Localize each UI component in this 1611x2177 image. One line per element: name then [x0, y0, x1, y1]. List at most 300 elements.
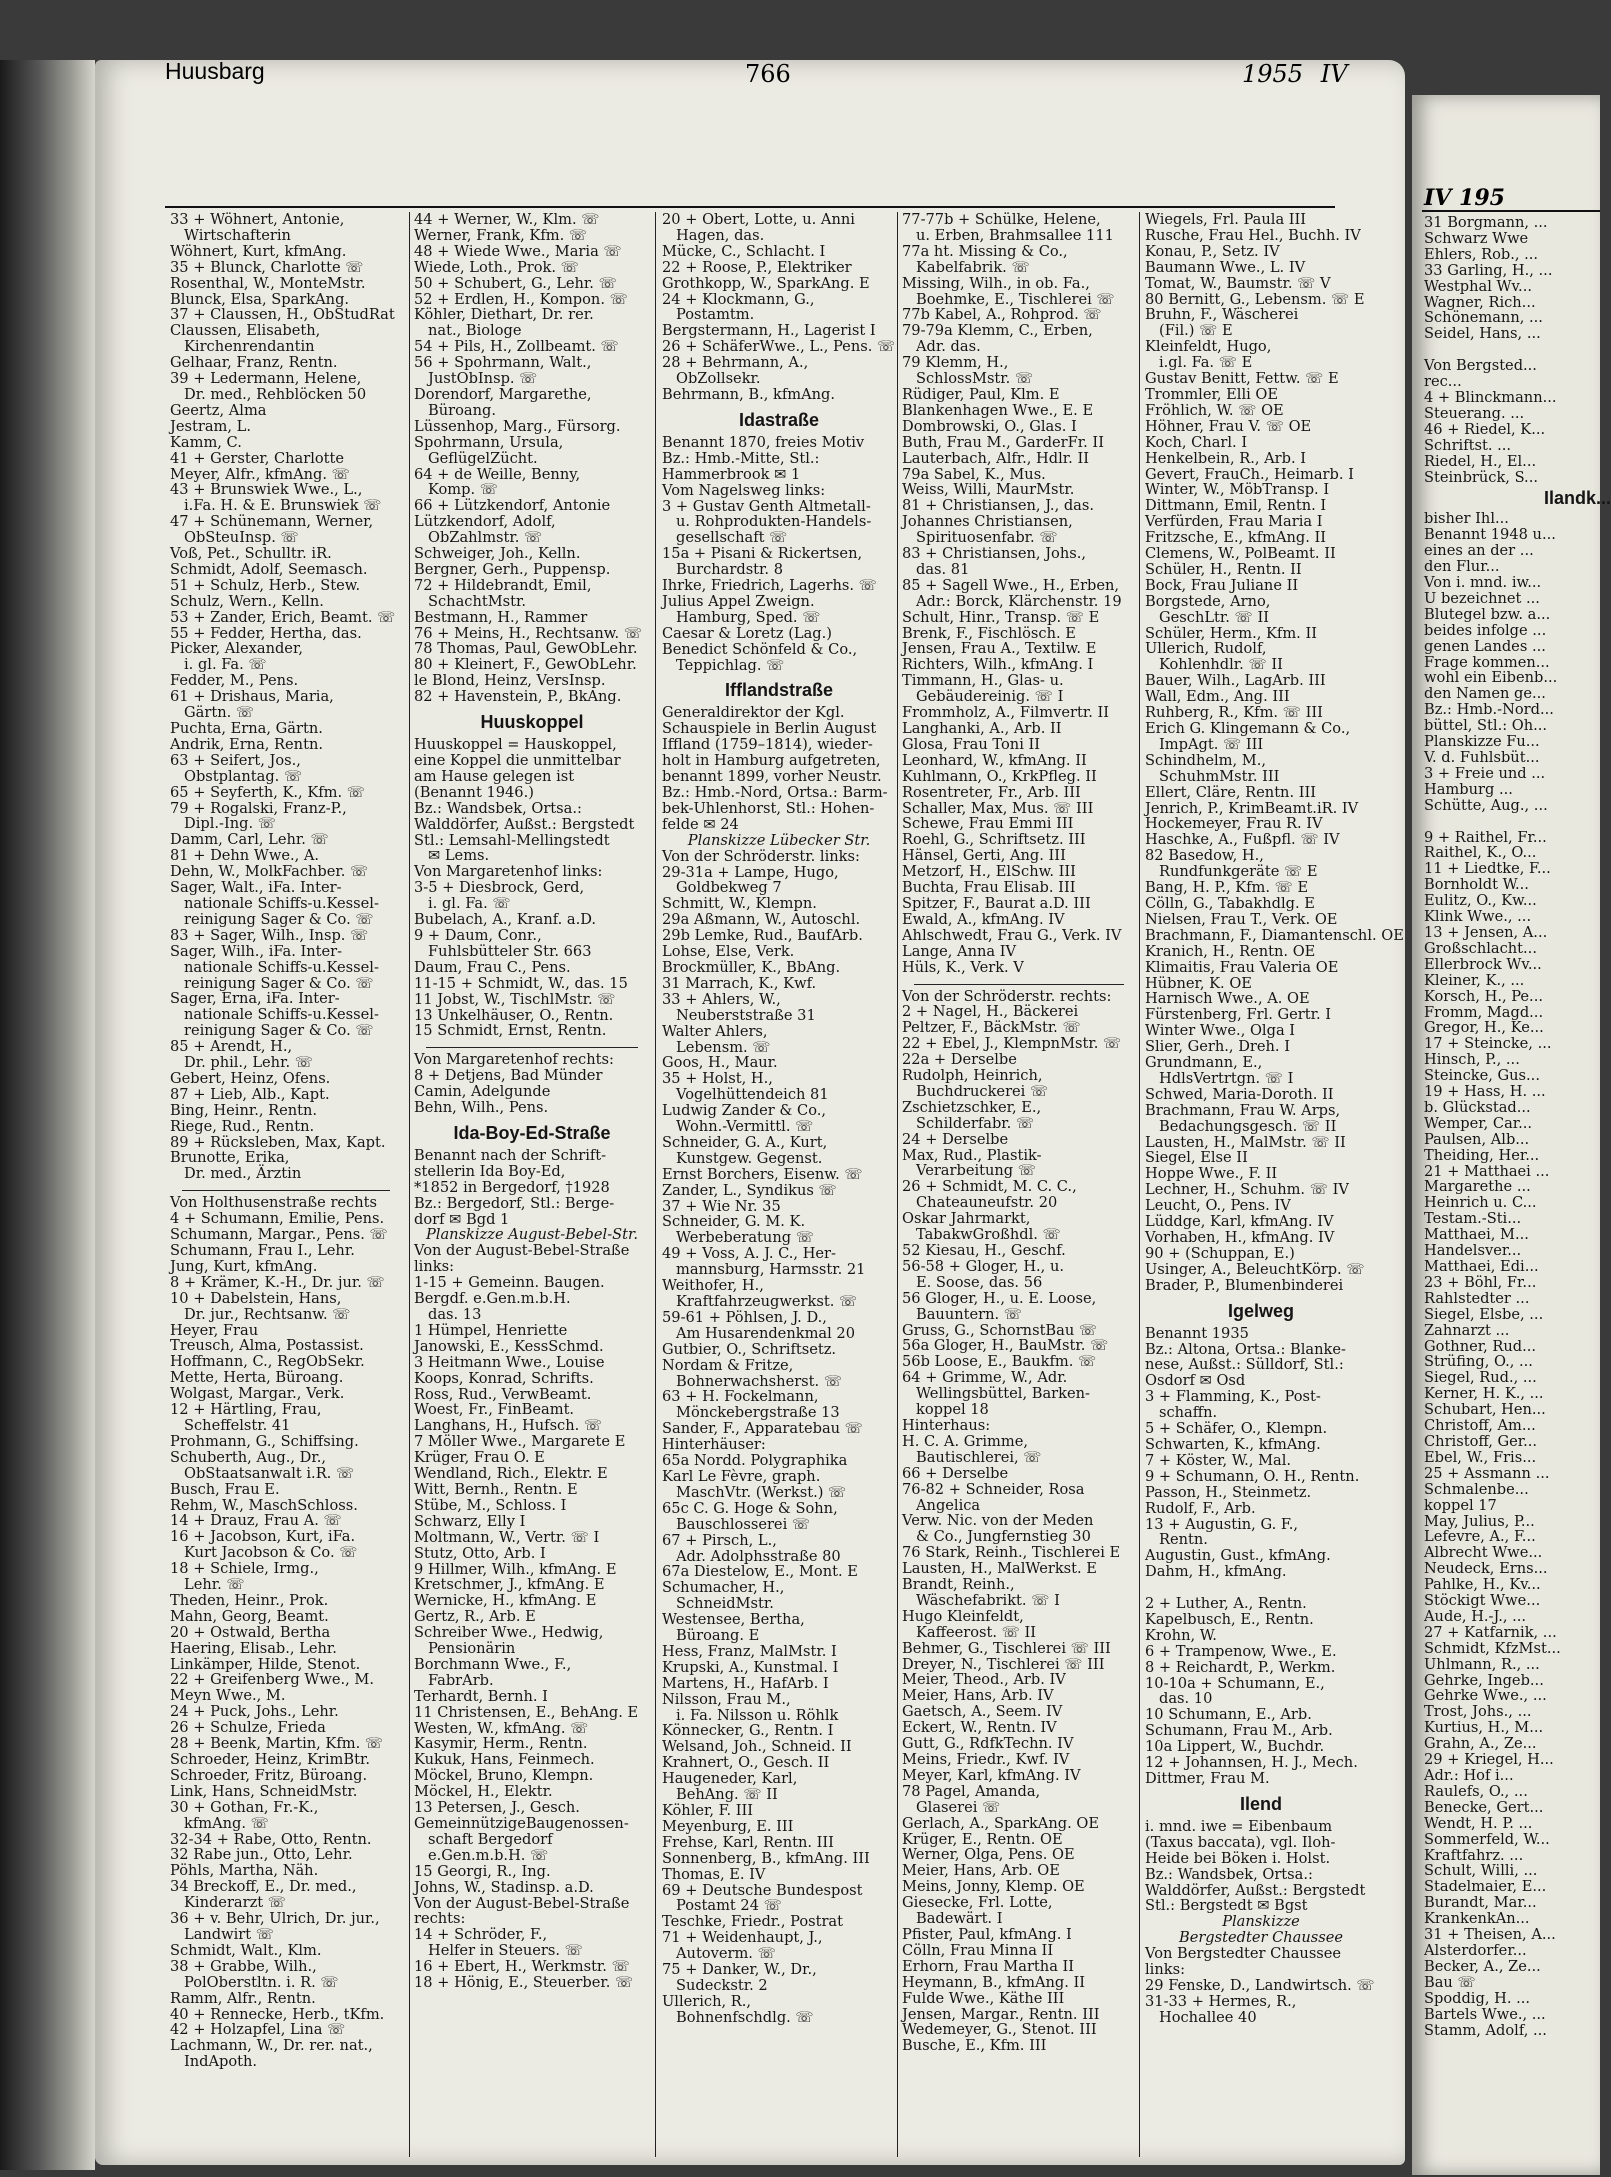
column-separator — [409, 212, 410, 2157]
street-heading: Huuskoppel — [480, 712, 584, 733]
directory-entry: Wirtschafterin — [184, 226, 291, 244]
directory-entry: Siegel, Rud., ... — [1424, 1369, 1537, 1387]
directory-entry: Behmer, G., Tischlerei ☏ III — [902, 1639, 1111, 1657]
directory-entry: Wedemeyer, G., Stenot. III — [902, 2021, 1097, 2039]
directory-entry: 47 + Schünemann, Werner, — [170, 513, 374, 531]
year: 1955 — [1242, 60, 1304, 88]
directory-entry: Hübner, K. OE — [1145, 974, 1252, 992]
directory-entry: Siegel, Else II — [1145, 1149, 1248, 1167]
directory-entry: i. Fa. Nilsson u. Röhlk — [676, 1706, 839, 1724]
directory-entry: Dittmer, Frau M. — [1145, 1770, 1270, 1787]
directory-entry: 32 Rabe jun., Otto, Lehr. — [170, 1846, 353, 1864]
directory-entry: Busch, Frau E. — [170, 1480, 280, 1498]
directory-entry: 2 + Nagel, H., Bäckerei — [902, 1003, 1079, 1021]
directory-entry: Kraftfahrz. ... — [1424, 1846, 1524, 1864]
directory-entry: 65 + Seyferth, K., Kfm. ☏ — [170, 783, 365, 801]
directory-entry: Thomas, E. IV — [662, 1865, 766, 1883]
directory-entry: Fritzsche, E., kfmAng. II — [1145, 529, 1327, 547]
directory-entry: Voß, Pet., Schulltr. iR. — [170, 545, 332, 563]
directory-entry: i.Fa. H. & E. Brunswiek ☏ — [184, 497, 382, 515]
directory-entry: 37 + Claussen, H., ObStudRat — [170, 306, 395, 324]
directory-entry: Bock, Frau Juliane II — [1145, 576, 1299, 594]
directory-entry: bisher Ihl... — [1424, 510, 1509, 528]
directory-entry: Woest, Fr., FinBeamt. — [414, 1401, 575, 1419]
directory-entry: 10a Lippert, W., Buchdr. — [1145, 1738, 1325, 1756]
directory-entry: Schütte, Aug., ... — [1424, 796, 1548, 814]
directory-entry: Fedder, M., Pens. — [170, 672, 299, 690]
directory-entry: Jenrich, P., KrimBeamt.iR. IV — [1145, 799, 1359, 817]
directory-entry: Bz.: Altona, Ortsa.: Blanke- — [1145, 1340, 1346, 1358]
directory-entry: Rehm, W., MaschSchloss. — [170, 1496, 358, 1514]
directory-entry: 67 + Pirsch, L., — [662, 1531, 777, 1549]
directory-entry: Grothkopp, W., SparkAng. E — [662, 274, 870, 292]
directory-entry: 29a Aßmann, W., Autoschl. — [662, 911, 861, 929]
directory-entry: Haschke, A., Fußpfl. ☏ IV — [1145, 831, 1340, 849]
directory-entry: 55 + Fedder, Hertha, das. — [170, 624, 362, 642]
directory-entry: Dahm, H., kfmAng. — [1145, 1563, 1287, 1581]
directory-entry: Bang, H. P., Kfm. ☏ E — [1145, 879, 1309, 897]
directory-entry: Schumann, Frau M., Arb. — [1145, 1722, 1333, 1740]
directory-entry: Zschietzschker, E., — [902, 1098, 1042, 1116]
directory-entry: Wiede, Loth., Prok. ☏ — [414, 258, 579, 276]
directory-entry: 43 + Brunswiek Wwe., L., — [170, 481, 363, 499]
column-2 — [414, 212, 650, 2157]
directory-entry: 22a + Derselbe — [902, 1051, 1017, 1069]
directory-entry: 21 + Matthaei ... — [1424, 1162, 1550, 1180]
directory-entry: U bezeichnet ... — [1424, 589, 1540, 607]
directory-entry: 13 Petersen, J., Gesch. — [414, 1799, 580, 1817]
directory-entry: Kohlenhdlr. ☏ II — [1159, 656, 1283, 674]
directory-entry: Schaller, Max, Mus. ☏ III — [902, 799, 1094, 817]
directory-entry: Giesecke, Frl. Lotte, — [902, 1894, 1053, 1912]
directory-entry: 79 + Rogalski, Franz-P., — [170, 799, 347, 817]
directory-entry: Kinderarzt ☏ — [184, 1894, 287, 1912]
directory-entry: Goldbekweg 7 — [676, 879, 782, 897]
directory-entry: Fromm, Magd... — [1424, 1003, 1544, 1021]
directory-entry: am Hause gelegen ist — [414, 767, 575, 785]
directory-entry: 48 + Wiede Wwe., Maria ☏ — [414, 242, 622, 260]
directory-entry: IndApoth. — [184, 2053, 258, 2071]
directory-entry: 28 + Beenk, Martin, Kfm. ☏ — [170, 1735, 384, 1753]
directory-entry: rechts: — [414, 1910, 466, 1928]
directory-entry: Buth, Frau M., GarderFr. II — [902, 433, 1104, 451]
directory-entry: Aude, H.-J., ... — [1424, 1607, 1527, 1625]
directory-entry: Fröhlich, W. ☏ OE — [1145, 401, 1284, 419]
directory-entry: Christoff, Ger... — [1424, 1432, 1538, 1450]
directory-entry: Oskar Jahrmarkt, — [902, 1210, 1031, 1228]
directory-entry: das. 13 — [428, 1306, 482, 1323]
directory-entry: koppel 17 — [1424, 1496, 1497, 1514]
directory-entry: Tomat, W., Baumstr. ☏ V — [1145, 274, 1331, 292]
directory-entry: Ihrke, Friedrich, Lagerhs. ☏ — [662, 577, 877, 595]
directory-entry: BehAng. ☏ II — [676, 1786, 778, 1804]
directory-entry: 67a Diestelow, E., Mont. E — [662, 1563, 858, 1581]
directory-entry: Benannt 1935 — [1145, 1324, 1249, 1342]
directory-entry: GeflügelZücht. — [428, 449, 538, 467]
directory-entry: Huuskoppel = Hauskoppel, — [414, 736, 617, 754]
directory-entry: Adr. Adolphsstraße 80 — [676, 1547, 841, 1565]
directory-entry: 14 + Schröder, F., — [414, 1926, 548, 1944]
directory-entry: Schweiger, Joh., Kelln. — [414, 545, 581, 563]
directory-entry: Wäschefabrikt. ☏ I — [916, 1591, 1060, 1609]
directory-entry: (Taxus baccata), vgl. Iloh- — [1145, 1833, 1336, 1851]
directory-entry: Vogelhüttendeich 81 — [676, 1086, 829, 1104]
directory-entry: 82 Basedow, H., — [1145, 847, 1264, 865]
directory-entry: Büroang. — [428, 401, 496, 419]
directory-entry: Julius Appel Zweign. — [662, 592, 815, 610]
directory-entry: Jensen, Margar., Rentn. III — [902, 2005, 1100, 2023]
directory-entry: 35 + Holst, H., — [662, 1070, 773, 1088]
directory-entry: Schneider, G. A., Kurt, — [662, 1133, 828, 1151]
directory-entry: 9 + Raithel, Fr... — [1424, 828, 1547, 846]
directory-entry: Bohnenfschdlg. ☏ — [676, 2008, 814, 2026]
directory-entry: Haering, Elisab., Lehr. — [170, 1639, 337, 1657]
directory-entry: Meyer, Karl, kfmAng. IV — [902, 1766, 1081, 1784]
directory-entry: Lüssenhop, Marg., Fürsorg. — [414, 417, 621, 435]
directory-entry: Mette, Herta, Büroang. — [170, 1369, 344, 1387]
directory-entry: Am Husarendenkmal 20 — [676, 1324, 855, 1342]
directory-entry: 63 + H. Fockelmann, — [662, 1388, 819, 1406]
directory-entry: Adr.: Borck, Klärchenstr. 19 — [916, 592, 1122, 610]
directory-entry: Möckel, Bruno, Klempn. — [414, 1767, 594, 1785]
directory-entry: 37 + Wie Nr. 35 — [662, 1197, 781, 1215]
directory-entry: Borchmann Wwe., F., — [414, 1655, 572, 1673]
directory-entry: 22 + Greifenberg Wwe., M. — [170, 1671, 375, 1689]
directory-entry: Gregor, H., Ke... — [1424, 1019, 1544, 1037]
directory-entry — [1424, 342, 1611, 358]
directory-entry: Zahnarzt ... — [1424, 1321, 1510, 1339]
directory-entry: Kleiner, K., ... — [1424, 971, 1525, 989]
directory-entry: Bauschlosserei ☏ — [676, 1515, 811, 1533]
directory-entry: Pöhls, Martha, Näh. — [170, 1862, 319, 1880]
column-1 — [170, 212, 402, 2157]
directory-entry: Von der Schröderstr. rechts: — [902, 987, 1112, 1005]
directory-entry: 38 + Grabbe, Wilh., — [170, 1957, 317, 1975]
directory-entry: Pahlke, H., Kv... — [1424, 1576, 1541, 1594]
directory-entry: Adr.: Hof i... — [1424, 1767, 1514, 1784]
directory-entry: 26 + Schmidt, M. C. C., — [902, 1178, 1077, 1196]
book-gutter — [0, 60, 95, 2170]
directory-entry: Von Margaretenhof links: — [414, 863, 603, 881]
directory-entry: 59-61 + Pöhlsen, J. D., — [662, 1308, 827, 1326]
directory-entry: 13 Unkelhäuser, O., Rentn. — [414, 1006, 614, 1024]
directory-entry: Eulitz, O., Kw... — [1424, 892, 1537, 910]
directory-entry: 29 + Kriegel, H... — [1424, 1751, 1554, 1769]
directory-entry: Nilsson, Frau M., — [662, 1690, 791, 1708]
directory-entry: Kaffeerost. ☏ II — [916, 1623, 1037, 1641]
directory-entry: Sonnenberg, B., kfmAng. III — [662, 1849, 870, 1867]
directory-entry: Handelsver... — [1424, 1242, 1522, 1260]
directory-entry: Walter Ahlers, — [662, 1022, 768, 1040]
directory-entry: 25 + Assmann ... — [1424, 1464, 1550, 1482]
directory-entry: Hoppe Wwe., F. II — [1145, 1165, 1278, 1183]
directory-entry: Rundfunkgeräte ☏ E — [1159, 863, 1318, 881]
directory-entry: Bau ☏ — [1424, 1973, 1476, 1991]
directory-entry: Johannes Christiansen, — [902, 513, 1073, 531]
directory-entry: Teppichlag. ☏ — [676, 656, 785, 674]
directory-entry: Brenk, F., Fischlösch. E — [902, 624, 1076, 642]
running-head-street: Huusbarg — [165, 58, 265, 84]
directory-entry: Haugeneder, Karl, — [662, 1770, 798, 1788]
directory-entry: 42 + Holzapfel, Lina ☏ — [170, 2021, 346, 2039]
directory-entry: 9 + Daum, Conr., — [414, 926, 542, 944]
directory-entry: Sager, Wilh., iFa. Inter- — [170, 942, 343, 960]
directory-entry: 56 Gloger, H., u. E. Loose, — [902, 1289, 1097, 1307]
directory-entry: Rüdiger, Paul, Klm. E — [902, 385, 1060, 403]
directory-entry: Schindhelm, M., — [1145, 751, 1267, 769]
directory-entry: Slier, Gerh., Dreh. I — [1145, 1038, 1290, 1056]
directory-entry: Schüler, H., Rentn. II — [1145, 560, 1302, 578]
column-separator — [897, 212, 898, 2157]
directory-entry: 75 + Danker, W., Dr., — [662, 1961, 817, 1979]
directory-entry: 33 + Wöhnert, Antonie, — [170, 211, 345, 228]
directory-entry: Obstplantag. ☏ — [184, 767, 303, 785]
directory-entry: 15 Schmidt, Ernst, Rentn. — [414, 1022, 607, 1040]
directory-entry: 83 + Christiansen, Johs., — [902, 545, 1087, 563]
directory-entry: ObZollsekr. — [676, 370, 761, 388]
directory-entry: Steuerang. ... — [1424, 404, 1525, 422]
directory-entry: Gärtn. ☏ — [184, 704, 255, 722]
directory-entry: Könnecker, G., Rentn. I — [662, 1722, 834, 1740]
directory-entry: Wall, Edm., Ang. III — [1145, 688, 1290, 706]
directory-entry: Kurtius, H., M... — [1424, 1719, 1544, 1737]
directory-entry: 78 Pagel, Amanda, — [902, 1782, 1041, 1800]
column-5 — [1145, 211, 1404, 2157]
directory-entry: Meier, Hans, Arb. IV — [902, 1687, 1054, 1705]
planskizze-note: Planskizze — [1222, 1913, 1300, 1931]
directory-entry: 11 + Liedtke, F... — [1424, 860, 1551, 878]
directory-entry: Max, Rud., Plastik- — [902, 1146, 1042, 1164]
directory-entry: Korsch, H., Pe... — [1424, 987, 1543, 1005]
directory-entry: Raithel, K., O... — [1424, 844, 1537, 862]
directory-entry: Siegel, Elsbe, ... — [1424, 1305, 1544, 1323]
directory-entry: 8 + Detjens, Bad Münder — [414, 1067, 603, 1085]
directory-entry: Gutt, G., RdfkTechn. IV — [902, 1735, 1074, 1753]
directory-entry: 40 + Rennecke, Herb., tKfm. — [170, 2005, 385, 2023]
directory-entry: Bing, Heinr., Rentn. — [170, 1101, 318, 1119]
directory-entry: Kurt Jacobson & Co. ☏ — [184, 1544, 358, 1562]
directory-entry: Ross, Rud., VerwBeamt. — [414, 1385, 592, 1403]
directory-entry: 46 + Riedel, K... — [1424, 420, 1546, 438]
directory-entry: Blutegel bzw. a... — [1424, 605, 1551, 623]
directory-entry: 13 + Jensen, A... — [1424, 923, 1548, 941]
directory-entry: Theden, Heinr., Prok. — [170, 1591, 329, 1609]
directory-entry: Sander, F., Apparatebau ☏ — [662, 1420, 863, 1438]
directory-entry: Von Bergsted... — [1424, 357, 1537, 375]
directory-entry: Westensee, Bertha, — [662, 1611, 805, 1629]
directory-entry: 30 + Gothan, Fr.-K., — [170, 1798, 319, 1816]
directory-entry: Link, Hans, SchneidMstr. — [170, 1782, 358, 1800]
directory-entry: 23 + Böhl, Fr... — [1424, 1273, 1537, 1291]
directory-entry: Hinsch, P., ... — [1424, 1051, 1520, 1069]
section-divider — [914, 984, 1124, 985]
directory-entry: 65c C. G. Hoge & Sohn, — [662, 1499, 838, 1517]
directory-entry: Kretschmer, J., kfmAng. E — [414, 1576, 605, 1594]
directory-entry: Schmidt, Walt., Klm. — [170, 1941, 322, 1959]
directory-entry: Usinger, A., BeleuchtKörp. ☏ — [1145, 1260, 1365, 1278]
directory-entry: Autoverm. ☏ — [676, 1945, 776, 1963]
directory-entry: felde ✉ 24 — [662, 815, 739, 833]
directory-entry: E. Soose, das. 56 — [916, 1273, 1043, 1291]
directory-entry: Spirituosenfabr. ☏ — [916, 529, 1058, 547]
directory-entry: 29b Lemke, Rud., BaufArb. — [662, 927, 863, 945]
directory-entry: Badewärt. I — [916, 1910, 1003, 1928]
directory-entry: 77b Kabel, A., Rohprod. ☏ — [902, 306, 1102, 324]
directory-entry: Eckert, W., Rentn. IV — [902, 1719, 1057, 1737]
directory-entry: 85 + Arendt, H., — [170, 1038, 293, 1056]
directory-entry: den Namen ge... — [1424, 685, 1546, 703]
directory-entry: Ehlers, Rob., ... — [1424, 245, 1539, 263]
directory-entry: Henkelbein, R., Arb. I — [1145, 449, 1307, 467]
directory-entry: Meier, Hans, Arb. OE — [902, 1862, 1060, 1880]
directory-entry: 64 + Grimme, W., Adr. — [902, 1369, 1068, 1387]
directory-entry: Gaetsch, A., Seem. IV — [902, 1703, 1063, 1721]
directory-entry: 24 + Derselbe — [902, 1130, 1009, 1148]
directory-entry: Stamm, Adolf, ... — [1424, 2021, 1547, 2039]
directory-entry: büttel, Stl.: Oh... — [1424, 717, 1548, 735]
directory-entry: 82 + Havenstein, P., BkAng. — [414, 688, 622, 706]
directory-entry: u. Rohprodukten-Handels- — [676, 513, 872, 531]
directory-entry: Dr. phil., Lehr. ☏ — [184, 1054, 313, 1072]
directory-entry: Linkämper, Hilde, Stenot. — [170, 1655, 361, 1673]
directory-entry: Krupski, A., Kunstmal. I — [662, 1658, 839, 1676]
directory-entry: Blunck, Elsa, SparkAng. — [170, 290, 350, 308]
directory-entry: Brunotte, Erika, — [170, 1149, 290, 1167]
directory-entry: Generaldirektor der Kgl. — [662, 704, 845, 722]
directory-entry: Wendt, H. P. ... — [1424, 1814, 1533, 1832]
directory-entry: GemeinnützigeBaugenossen- — [414, 1815, 629, 1832]
directory-entry: Gutbier, O., Schriftsetz. — [662, 1340, 837, 1358]
directory-entry: Hugo Kleinfeldt, — [902, 1607, 1024, 1625]
directory-entry: Von Margaretenhof rechts: — [414, 1051, 614, 1069]
directory-entry: Großschlacht... — [1424, 939, 1537, 957]
directory-entry: 39 + Ledermann, Helene, — [170, 370, 362, 388]
directory-entry: 10 + Dabelstein, Hans, — [170, 1289, 342, 1307]
directory-entry: Spohrmann, Ursula, — [414, 433, 564, 451]
directory-entry: Wellingsbüttel, Barken- — [916, 1385, 1090, 1403]
directory-entry: Kasymir, Herm., Rentn. — [414, 1735, 588, 1753]
directory-entry: 83 + Sager, Wilh., Insp. ☏ — [170, 926, 369, 944]
directory-entry: Prohmann, G., Schiffsing. — [170, 1432, 359, 1450]
directory-entry: Timmann, H., Glas- u. — [902, 672, 1064, 690]
directory-entry: 24 + Puck, Johs., Lehr. — [170, 1703, 339, 1721]
directory-entry: 80 + Kleinert, F., GewObLehr. — [414, 656, 637, 674]
directory-entry: Wernicke, H., kfmAng. E — [414, 1592, 597, 1610]
directory-entry: Lauterbach, Alfr., Hdlr. II — [902, 449, 1089, 467]
directory-entry: Glosa, Frau Toni II — [902, 735, 1041, 753]
directory-entry: b. Glückstad... — [1424, 1098, 1531, 1116]
directory-entry: Winter Wwe., Olga I — [1145, 1022, 1296, 1040]
directory-entry: PolOberstltn. i. R. ☏ — [184, 1973, 339, 1991]
directory-entry: Strüfing, O., ... — [1424, 1353, 1533, 1371]
directory-entry: Kapelbusch, E., Rentn. — [1145, 1610, 1314, 1628]
directory-entry: Dipl.-Ing. ☏ — [184, 815, 276, 833]
directory-entry: TabakwGroßhdl. ☏ — [916, 1226, 1061, 1244]
directory-entry: Walddörfer, Außst.: Bergstedt — [414, 815, 635, 833]
street-heading: Idastraße — [738, 409, 820, 430]
directory-entry: Schüler, Herm., Kfm. II — [1145, 624, 1317, 642]
directory-entry: Gothner, Rud... — [1424, 1337, 1537, 1355]
directory-entry: 10 Schumann, E., Arb. — [1145, 1706, 1312, 1724]
directory-entry: Verfürden, Frau Maria I — [1145, 513, 1323, 531]
directory-entry: Wohn.-Vermittl. ☏ — [676, 1118, 814, 1136]
directory-entry: 56-58 + Gloger, H., u. — [902, 1257, 1064, 1275]
directory-entry: stellerin Ida Boy-Ed, — [414, 1162, 566, 1180]
directory-entry: Jestram, L. — [170, 417, 251, 435]
directory-entry: Trost, Johs., ... — [1424, 1703, 1532, 1721]
adjacent-page-header: IV 195 — [1424, 185, 1505, 211]
directory-entry: Schneider, G. M. K. — [662, 1213, 806, 1231]
directory-entry: Adr. das. — [916, 338, 981, 356]
directory-entry: 90 + (Schuppan, E.) — [1145, 1244, 1295, 1262]
directory-entry: & Co., Jungfernstieg 30 — [916, 1528, 1091, 1546]
directory-entry: Schriftst. ... — [1424, 436, 1512, 454]
directory-entry: Bauer, Wilh., LagArb. III — [1145, 672, 1326, 690]
directory-entry: nationale Schiffs-u.Kessel- — [184, 958, 379, 976]
directory-entry: 41 + Gerster, Charlotte — [170, 449, 345, 467]
directory-entry: Lachmann, W., Dr. rer. nat., — [170, 2037, 373, 2055]
directory-entry: genen Landes ... — [1424, 637, 1546, 655]
directory-entry: Schmalenbe... — [1424, 1480, 1529, 1498]
directory-entry: H. C. A. Grimme, — [902, 1432, 1028, 1450]
directory-entry: 17 + Steincke, ... — [1424, 1035, 1552, 1053]
section-divider — [182, 1190, 390, 1191]
directory-entry: Picker, Alexander, — [170, 640, 303, 658]
directory-entry: Dr. med., Ärztin — [184, 1165, 302, 1183]
directory-entry: 77a ht. Missing & Co., — [902, 242, 1068, 260]
directory-entry: Benedict Schönfeld & Co., — [662, 640, 858, 658]
directory-entry: Becker, A., Ze... — [1424, 1957, 1541, 1975]
directory-entry: 81 + Christiansen, J., das. — [902, 497, 1095, 515]
directory-entry: Daum, Frau C., Pens. — [414, 958, 571, 976]
directory-entry: Sager, Erna, iFa. Inter- — [170, 990, 340, 1008]
directory-entry: 22 + Ebel, J., KlempnMstr. ☏ — [902, 1035, 1122, 1053]
directory-entry: Sager, Walt., iFa. Inter- — [170, 879, 342, 897]
directory-entry — [1424, 814, 1611, 830]
directory-entry: Riedel, H., El... — [1424, 452, 1537, 470]
directory-entry: Glaserei ☏ — [916, 1798, 1001, 1816]
directory-entry: Busche, E., Kfm. III — [902, 2037, 1047, 2055]
directory-entry: Schumacher, H., — [662, 1579, 785, 1597]
directory-entry: Benannt 1948 u... — [1424, 526, 1556, 544]
directory-entry: ObSteuInsp. ☏ — [184, 529, 299, 547]
directory-entry: 8 + Reichardt, P., Werkm. — [1145, 1658, 1336, 1676]
directory-entry: 26 + Schulze, Frieda — [170, 1719, 326, 1737]
directory-entry: Rahlstedter ... — [1424, 1289, 1530, 1307]
directory-entry: Von der August-Bebel-Straße — [414, 1242, 630, 1260]
directory-entry: 79-79a Klemm, C., Erben, — [902, 322, 1093, 340]
directory-entry: Buchdruckerei ☏ — [916, 1082, 1049, 1100]
directory-entry: 85 + Sagell Wwe., H., Erben, — [902, 576, 1120, 594]
directory-entry: 78 Thomas, Paul, GewObLehr. — [414, 640, 638, 658]
directory-entry: nese, Außst.: Sülldorf, Stl.: — [1145, 1356, 1344, 1374]
directory-entry: Hinterhaus: — [902, 1416, 991, 1434]
section-divider — [426, 1047, 638, 1048]
directory-entry: Hockemeyer, Frau R. IV — [1145, 815, 1323, 833]
directory-entry: Margarethe ... — [1424, 1178, 1531, 1196]
directory-entry: Welsand, Joh., Schneid. II — [662, 1738, 852, 1756]
directory-entry: Rudolf, F., Arb. — [1145, 1499, 1256, 1517]
directory-entry: Wiegels, Frl. Paula III — [1145, 211, 1307, 228]
directory-entry: Frehse, Karl, Rentn. III — [662, 1833, 834, 1851]
directory-entry: 80 Bernitt, G., Lebensm. ☏ E — [1145, 290, 1365, 308]
directory-entry: Krohn, W. — [1145, 1626, 1217, 1644]
directory-entry: Büroang. E — [676, 1627, 760, 1645]
directory-entry: Bz.: Hmb.-Nord... — [1424, 701, 1554, 719]
directory-entry: mannsburg, Harmsstr. 21 — [676, 1261, 866, 1279]
directory-entry: i. mnd. iwe = Eibenbaum — [1145, 1817, 1333, 1835]
street-heading: Ida-Boy-Ed-Straße — [453, 1122, 611, 1143]
